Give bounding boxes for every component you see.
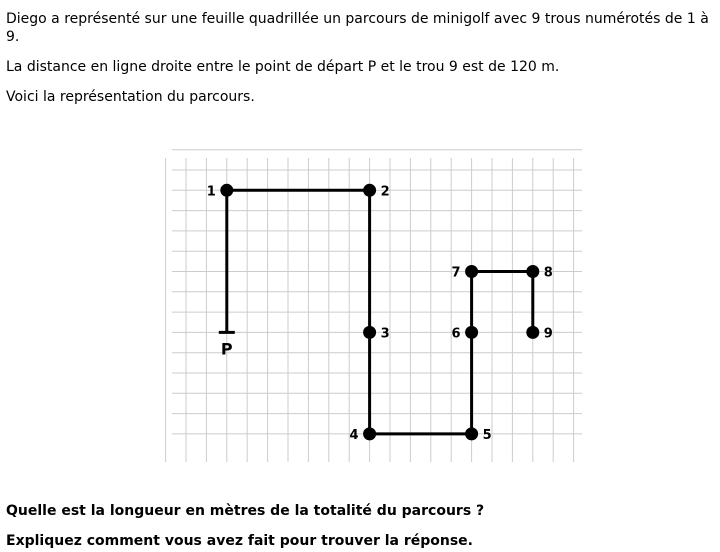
hole-4-dot [363,427,376,440]
hole-5-dot [465,427,478,440]
intro-text: Diego a représenté sur une feuille quadrillée un parcours de minigolf avec 9 trous numérotés de 1 à 9. [6,11,709,45]
hole-3-label: 3 [380,326,390,342]
hole-8-label: 8 [543,265,553,281]
voici-text: Voici la représentation du parcours. [6,89,255,105]
hole-3-dot [363,326,376,339]
hole-7-label: 7 [451,265,461,281]
hole-9-label: 9 [543,326,553,342]
start-label: P [220,339,233,359]
hole-9-dot [526,326,539,339]
hole-2-label: 2 [380,184,390,200]
hole-6-dot [465,326,478,339]
distance-text: La distance en ligne droite entre le point de départ P et le trou 9 est de 120 m. [6,59,560,75]
holes [207,184,553,443]
hole-1-dot [220,184,233,197]
instruction-text: Expliquez comment vous avez fait pour trouver la réponse. [6,533,473,549]
hole-5-label: 5 [482,427,492,443]
hole-2-dot [363,184,376,197]
hole-8-dot [526,265,539,278]
question-text: Quelle est la longueur en mètres de la totalité du parcours ? [6,503,485,519]
hole-4-label: 4 [349,427,359,443]
hole-1-label: 1 [206,184,216,200]
hole-7-dot [465,265,478,278]
hole-6-label: 6 [451,326,461,342]
